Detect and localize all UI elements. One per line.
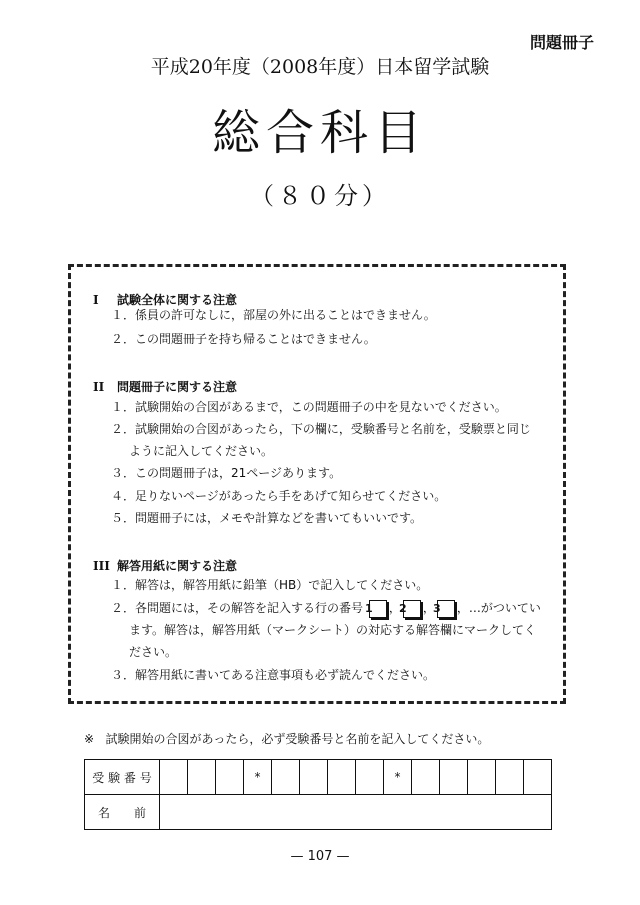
notice-item: ２．試験開始の合図があったら，下の欄に，受験番号と名前を，受験票と同じように記入してください。 (111, 422, 531, 458)
exam-number-cell[interactable] (216, 760, 244, 795)
exam-number-cell[interactable] (440, 760, 468, 795)
booklet-label: 問題冊子 (529, 33, 594, 52)
note-text: 試験開始の合図があったら，必ず受験番号と名前を記入してください。 (105, 732, 490, 746)
notice-item: ４．足りないページがあったら手をあげて知らせてください。 (111, 489, 447, 503)
exam-number-cell[interactable] (468, 760, 496, 795)
exam-number-cell[interactable] (356, 760, 384, 795)
notice-item: １．解答は，解答用紙に鉛筆（HB）で記入してください。 (111, 578, 429, 592)
name-field[interactable] (160, 795, 552, 830)
subject-title: 総合科目 (211, 105, 428, 161)
exam-number-cell[interactable] (412, 760, 440, 795)
section-numeral: I (93, 293, 99, 307)
notice-box (68, 264, 566, 704)
name-label: 名 前 (85, 795, 160, 830)
exam-number-row (85, 760, 552, 795)
notice-item: １．試験開始の合図があるまで，この問題冊子の中を見ないでください。 (111, 400, 507, 414)
exam-number-cell[interactable] (524, 760, 552, 795)
answer-row-number-2: 2 (403, 600, 421, 618)
exam-number-separator: * (244, 760, 272, 795)
answer-row-number-3: 3 (437, 600, 455, 618)
section-numeral: II (93, 380, 105, 394)
footer-note (84, 730, 489, 747)
section-title: 解答用紙に関する注意 (117, 559, 238, 573)
notice-item: ３．解答用紙に書いてある注意事項も必ず読んでください。 (111, 668, 436, 682)
notice-item: １．係員の許可なしに，部屋の外に出ることはできません。 (111, 308, 436, 322)
note-mark: ※ (84, 732, 95, 746)
section-title: 問題冊子に関する注意 (117, 380, 238, 394)
exam-duration: （８０分） (250, 182, 390, 210)
page-number: — 107 — (290, 849, 350, 864)
section-heading-booklet (93, 378, 237, 395)
exam-number-cell[interactable] (328, 760, 356, 795)
notice-item: ２．この問題冊子を持ち帰ることはできません。 (111, 332, 376, 346)
notice-item: ２．各問題には，その解答を記入する行の番号 1 ，2 ，3 ，…がついています。解答は，解答用紙（マークシート）の対応する解答欄にマークしてください。 (111, 601, 541, 659)
exam-number-cell[interactable] (272, 760, 300, 795)
name-row (85, 795, 552, 830)
exam-number-cell[interactable] (300, 760, 328, 795)
exam-number-cell[interactable] (188, 760, 216, 795)
exam-title: 平成20年度（2008年度）日本留学試験 (150, 56, 490, 78)
notice-item: ５．問題冊子には，メモや計算などを書いてもいいです。 (111, 511, 423, 525)
exam-id-form (84, 759, 552, 830)
notice-item: ３．この問題冊子は，21ページあります。 (111, 466, 342, 480)
exam-number-separator: * (384, 760, 412, 795)
answer-row-number-1: 1 (369, 600, 387, 618)
section-heading-answer-sheet (93, 557, 237, 574)
notice-text: ２．各問題には，その解答を記入する行の番号 (111, 601, 364, 615)
exam-number-label: 受 験 番 号 (85, 760, 160, 795)
section-title: 試験全体に関する注意 (117, 293, 238, 307)
exam-number-cell[interactable] (496, 760, 524, 795)
notice-text: ，…がついています。解答は，解答用紙（マークシート）の対応する解答欄にマークしてください。 (129, 601, 541, 659)
section-numeral: III (93, 559, 110, 573)
exam-number-cell[interactable] (160, 760, 188, 795)
